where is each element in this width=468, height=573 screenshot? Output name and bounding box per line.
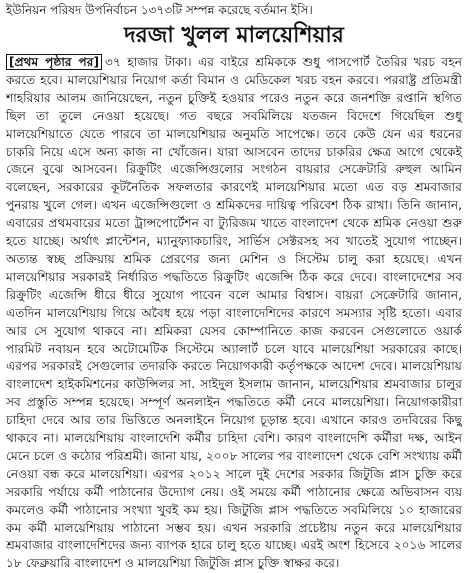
first-page-continuation-tag: [প্রথম পৃষ্ঠার পর]	[6, 54, 102, 70]
previous-article-line: ইউনিয়ন পরিষদ উপনির্বাচন ১৩৭৩টি সম্পন্ন করেছে বর্তমান ইসি।	[6, 3, 313, 17]
article-body	[6, 54, 462, 573]
article-headline: দরজা খুলল মালয়েশিয়ার	[124, 22, 344, 48]
article-body-text: ৩৭ হাজার টাকা। এর বাইরে শ্রমিককে শুধু পাসপোর্ট তৈরির খরচ বহন করতে হবে। মালয়েশিয়ার নিয়োগ কর্তা বিমান ও মেডিকেল খরচ বহন করবে। পররাষ্ট্র প্রতিমন্ত্রী শাহরিয়ার আলম জানিয়েছেন, নতুন চুক্তিই হওয়ার পরেও নতুন করে জনশক্তি রপ্তানি স্থগিত ছিল তা তুলে নেওয়া হয়েছে। গত বছরে সবমিলিয়ে যতজন বিদেশে গিয়েছিল শুধু মালয়েশিয়াতে যেতে পারবে তা মালয়েশিয়ার অনুমতি সাপেক্ষে। তবে কেউ যেন এর ধরনের চাকরি নিয়ে এসে অন্য কাজ না খোঁজেন। যারা আসবেন তাদের চাকরির ক্ষেত্র আগে থেকেই জেনে বুঝে আসবেন। রিক্রুটিং এজেন্সিগুলোর সংগঠন বায়রার সেক্রেটারি রুহুল আমিন বলেছেন, সরকারের কূটনৈতিক সফলতার কারণেই মালয়েশিয়ার মতো এত বড় শ্রমবাজার পুনরায় খুলে গেল। এখন এজেন্সিগুলো ও শ্রমিকদের দায়িত্ব পরিবেশ ঠিক রাখা। তিনি জানান, এবারের প্রথমবারের মতো ট্রান্সপোর্টেশন বা ট্যুরিজম খাতে বাংলাদেশ থেকে শ্রমিক নেওয়া শুরু হতে যাচ্ছে। অর্থাৎ প্লান্টেশন, ম্যানুফ্যাকচারিং, সার্ভিস সেক্টরসহ সব খাতেই সুযোগ পাচ্ছেন। অত্যন্ত স্বচ্ছ প্রক্রিয়ায় শ্রমিক প্রেরণের জন্য মেশিন ও সিস্টেম চালু করা হয়েছে। এখন মালয়েশিয়ার সরকারই নির্ধারিত পদ্ধতিতে রিক্রুটিং এজেন্সি ঠিক করে দেবে। বাংলাদেশের সব রিক্রুটিং এজেন্সি ধীরে ধীরে সুযোগ পাবেন বলে আমার বিশ্বাস। বায়রা সেক্রেটারি জানান, এতদিন মালয়েশিয়ায় গিয়ে অবৈধ হয়ে পড়া বাংলাদেশিদের কারণে সমস্যার সৃষ্টি হতো। এবার আর সে সুযোগ থাকবে না। শ্রমিকরা যেসব কোম্পানিতে কাজ করবেন সেগুলোতে ওয়ার্ক পারমিট নবায়ন হবে অটোমেটিক সিস্টেমে অ্যালার্ট চলে যাবে মালয়েশিয়া সরকারের কাছে। এরপর সরকারই সেগুলোর তদারকি করতে নিয়োগকারী কর্তৃপক্ষকে আদেশ দেবে। মালয়েশিয়ায় বাংলাদেশ হাইকমিশনের কাউন্সিলর সা. সাইদুল ইসলাম জানান, মালয়েশিয়ার শ্রমবাজার চালুর সব প্রস্তুতি সম্পন্ন হয়েছে। সম্পূর্ণ অনলাইন পদ্ধতিতে কর্মী নেবে মালয়েশিয়া। নিয়োগকারীরা চাহিদা দেবে আর তার ভিত্তিতে অনলাইনে নিয়োগ চূড়ান্ত হবে। এখানে কারও তদবিরের কিছু থাকবে না। মালয়েশিয়ায় বাংলাদেশি কর্মীর চাহিদা বেশি। কারণ বাংলাদেশি কর্মীরা দক্ষ, আইন মেনে চলে ও কঠোর পরিশ্রমী। জানা যায়, ২০০৮ সালের পর বাংলাদেশ থেকে বেশি সংখ্যায় কর্মী নেওয়া বন্ধ করে মালয়েশিয়া। এরপর ২০১২ সালে দুই দেশের সরকার জিটুজি প্লাস চুক্তি করে সরকারি পর্যায়ে কর্মী পাঠানোর উদ্যোগ নেয়। ওই সময়ে কর্মী পাঠানোর ক্ষেত্রে অভিবাসন ব্যয় কমলেও কর্মী পাঠানোর সংখ্যা খুবই কম হয়। জিটুজি প্লাস পদ্ধতিতে সবমিলিয়ে ১০ হাজারের কম কর্মী মালয়েশিয়ায় পাঠানো সম্ভব হয়। এখন সরকারি প্রচেষ্টায় নতুন করে মালয়েশিয়ার শ্রমবাজার বাংলাদেশিদের জন্য ব্যাপক হারে চালু হতে যাচ্ছে। এরই অংশ হিসেবে ২০১৬ সালের ১৮ ফেব্রুয়ারি বাংলাদেশ ও মালয়েশিয়া জিটুজি প্লাস চুক্তি স্বাক্ষর করে।	[6, 55, 463, 571]
